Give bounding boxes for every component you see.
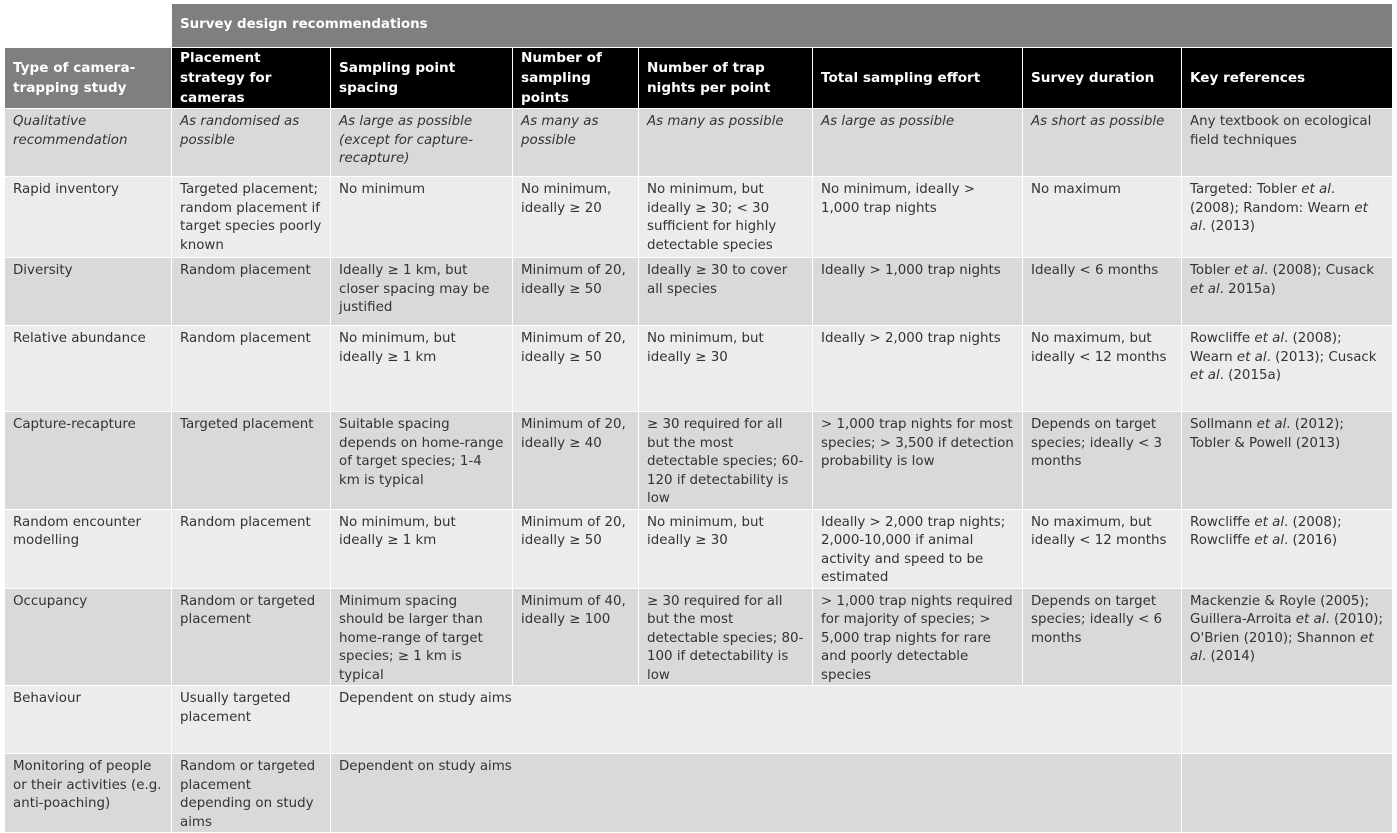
- col-header-trap-nights: Number of trap nights per point: [639, 48, 813, 109]
- cell-study-type: Capture-recapture: [5, 412, 172, 510]
- ref-text: Sollmann: [1190, 417, 1257, 432]
- ref-text: Mackenzie & Royle (2005); Guillera-Arroita: [1190, 593, 1370, 627]
- cell-points: Minimum of 20, ideally ≥ 50: [513, 258, 639, 326]
- ref-etal: et al: [1190, 630, 1374, 664]
- cell-references: [1182, 326, 1393, 412]
- ref-etal: et al: [1254, 533, 1285, 548]
- cell-duration: No maximum, but ideally < 12 months: [1023, 326, 1182, 412]
- cell-duration: No maximum: [1023, 177, 1182, 258]
- cell-placement: Usually targeted placement: [172, 686, 331, 754]
- cell-total-effort: > 1,000 trap nights required for majority of species; > 5,000 trap nights for rare and poorly detectable species: [813, 588, 1023, 686]
- cell-points: Minimum of 20, ideally ≥ 50: [513, 509, 639, 588]
- cell-duration: No maximum, but ideally < 12 months: [1023, 509, 1182, 588]
- cell-trap-nights: As many as possible: [639, 109, 813, 177]
- table-row-qualitative: [5, 109, 1393, 177]
- ref-text: . (2015a): [1219, 368, 1281, 383]
- table-row-rapid-inventory: [5, 177, 1393, 258]
- ref-text: Rowcliffe: [1190, 514, 1255, 530]
- cell-spacing: Minimum spacing should be larger than home-range of target species; ≥ 1 km is typical: [331, 588, 513, 686]
- super-header-row: [5, 4, 1393, 48]
- cell-spacing: As large as possible (except for capture-recapture): [331, 109, 513, 177]
- cell-total-effort: Ideally > 1,000 trap nights: [813, 258, 1023, 326]
- ref-text: Targeted: Tobler: [1190, 182, 1302, 197]
- cell-points: Minimum of 20, ideally ≥ 40: [513, 412, 639, 510]
- column-header-row: [5, 48, 1393, 109]
- cell-trap-nights: No minimum, but ideally ≥ 30: [639, 326, 813, 412]
- col-header-duration: Survey duration: [1023, 48, 1182, 109]
- cell-merged-recommendation: Dependent on study aims: [331, 686, 1182, 754]
- ref-text: . 2015a): [1219, 281, 1276, 297]
- cell-references: [1182, 258, 1393, 326]
- col-header-points: Number of sampling points: [513, 48, 639, 109]
- ref-text: . (2016): [1284, 533, 1338, 548]
- ref-text: . (2010); O'Brien (2010); Shannon: [1190, 612, 1384, 646]
- cell-spacing: Ideally ≥ 1 km, but closer spacing may be justified: [331, 258, 513, 326]
- cell-study-type: Occupancy: [5, 588, 172, 686]
- cell-study-type: Diversity: [5, 258, 172, 326]
- col-header-total-effort: Total sampling effort: [813, 48, 1023, 109]
- table-row-occupancy: [5, 588, 1393, 686]
- table-row-behaviour: [5, 686, 1393, 754]
- table-row-capture-recapture: [5, 412, 1393, 510]
- col-header-study-type: Type of camera-trapping study: [5, 48, 172, 109]
- ref-text: . (2008); Rowcliffe: [1190, 514, 1342, 548]
- ref-text: . (2008); Cusack: [1264, 263, 1374, 278]
- cell-placement: Random placement: [172, 326, 331, 412]
- cell-total-effort: > 1,000 trap nights for most species; > 3,500 if detection probability is low: [813, 412, 1023, 510]
- cell-placement: Targeted placement; random placement if target species poorly known: [172, 177, 331, 258]
- ref-etal: et al: [1256, 417, 1287, 432]
- cell-references: [1182, 412, 1393, 510]
- cell-points: Minimum of 20, ideally ≥ 50: [513, 326, 639, 412]
- cell-spacing: No minimum, but ideally ≥ 1 km: [331, 326, 513, 412]
- cell-references: Any textbook on ecological field techniques: [1182, 109, 1393, 177]
- cell-merged-recommendation: Dependent on study aims: [331, 754, 1182, 833]
- col-header-placement: Placement strategy for cameras: [172, 48, 331, 109]
- cell-total-effort: No minimum, ideally > 1,000 trap nights: [813, 177, 1023, 258]
- cell-references: [1182, 177, 1393, 258]
- ref-etal: et al: [1254, 331, 1285, 346]
- cell-points: As many as possible: [513, 109, 639, 177]
- ref-text: Tobler: [1190, 263, 1235, 278]
- cell-placement: Random placement: [172, 509, 331, 588]
- ref-etal: et al: [1234, 263, 1264, 278]
- cell-placement: Random placement: [172, 258, 331, 326]
- cell-spacing: No minimum, but ideally ≥ 1 km: [331, 509, 513, 588]
- cell-references: [1182, 686, 1393, 754]
- cell-spacing: No minimum: [331, 177, 513, 258]
- ref-text: . (2013); Cusack: [1266, 349, 1377, 365]
- cell-trap-nights: No minimum, but ideally ≥ 30: [639, 509, 813, 588]
- cell-study-type: Monitoring of people or their activities (e.g. anti-poaching): [5, 754, 172, 833]
- table-row-monitoring: [5, 754, 1393, 833]
- ref-text: Rowcliffe: [1190, 331, 1255, 346]
- ref-text: . (2014): [1201, 649, 1255, 664]
- ref-text: . (2012); Tobler & Powell (2013): [1190, 417, 1344, 451]
- ref-text: . (2008); Wearn: [1190, 331, 1342, 365]
- ref-etal: et al: [1295, 612, 1326, 627]
- ref-etal: et al: [1190, 368, 1220, 383]
- cell-points: No minimum, ideally ≥ 20: [513, 177, 639, 258]
- cell-duration: Depends on target species; ideally < 3 months: [1023, 412, 1182, 510]
- cell-placement: Random or targeted placement depending on study aims: [172, 754, 331, 833]
- cell-duration: Depends on target species; ideally < 6 months: [1023, 588, 1182, 686]
- cell-duration: As short as possible: [1023, 109, 1182, 177]
- col-header-references: Key references: [1182, 48, 1393, 109]
- cell-trap-nights: Ideally ≥ 30 to cover all species: [639, 258, 813, 326]
- cell-placement: As randomised as possible: [172, 109, 331, 177]
- cell-points: Minimum of 40, ideally ≥ 100: [513, 588, 639, 686]
- ref-etal: et al: [1301, 182, 1331, 197]
- cell-trap-nights: ≥ 30 required for all but the most detectable species; 60-120 if detectability is low: [639, 412, 813, 510]
- cell-study-type: Behaviour: [5, 686, 172, 754]
- table-row-random-encounter: [5, 509, 1393, 588]
- cell-references: [1182, 588, 1393, 686]
- cell-study-type: Relative abundance: [5, 326, 172, 412]
- cell-references: [1182, 509, 1393, 588]
- cell-references: [1182, 754, 1393, 833]
- ref-etal: et al: [1236, 349, 1267, 365]
- cell-study-type: Qualitative recommendation: [5, 109, 172, 177]
- cell-duration: Ideally < 6 months: [1023, 258, 1182, 326]
- table-row-diversity: [5, 258, 1393, 326]
- table-row-relative-abundance: [5, 326, 1393, 412]
- cell-study-type: Rapid inventory: [5, 177, 172, 258]
- cell-total-effort: As large as possible: [813, 109, 1023, 177]
- cell-total-effort: Ideally > 2,000 trap nights: [813, 326, 1023, 412]
- cell-trap-nights: No minimum, but ideally ≥ 30; < 30 sufficient for highly detectable species: [639, 177, 813, 258]
- cell-study-type: Random encounter modelling: [5, 509, 172, 588]
- cell-placement: Targeted placement: [172, 412, 331, 510]
- ref-text: . (2013): [1201, 219, 1255, 234]
- super-header: Survey design recommendations: [172, 4, 1393, 48]
- ref-text: . (2008); Random: Wearn: [1190, 182, 1355, 216]
- cell-trap-nights: ≥ 30 required for all but the most detectable species; 80-100 if detectability is low: [639, 588, 813, 686]
- ref-etal: et al: [1190, 281, 1220, 297]
- blank-corner-cell: [5, 4, 172, 48]
- cell-total-effort: Ideally > 2,000 trap nights; 2,000-10,000 if animal activity and speed to be estimated: [813, 509, 1023, 588]
- ref-etal: et al: [1190, 200, 1368, 234]
- col-header-spacing: Sampling point spacing: [331, 48, 513, 109]
- ref-etal: et al: [1254, 514, 1285, 530]
- cell-spacing: Suitable spacing depends on home-range of target species; 1-4 km is typical: [331, 412, 513, 510]
- cell-placement: Random or targeted placement: [172, 588, 331, 686]
- survey-design-table: [4, 3, 1393, 833]
